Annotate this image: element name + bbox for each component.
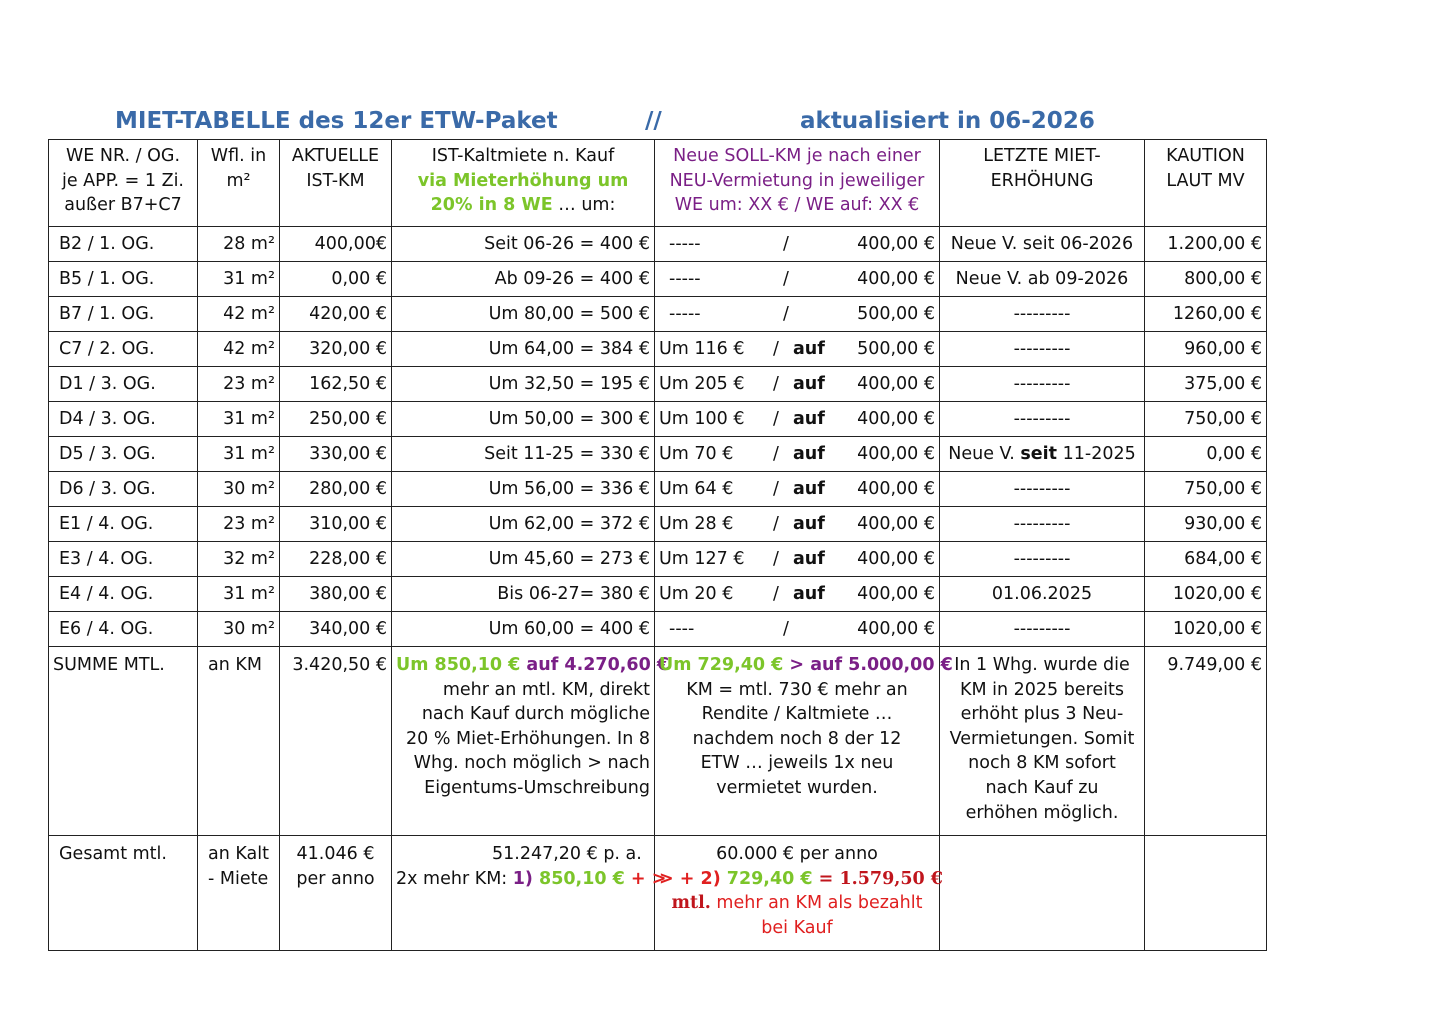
cell-letzte: --------- [940,367,1145,402]
gesamt-soll: 60.000 € per anno > + 2) 729,40 € = 1.579,50 € mtl. mehr an KM als bezahlt bei Kauf [655,836,940,951]
summe-kalt: Um 850,10 € auf 4.270,60 € mehr an mtl. KM, direkt nach Kauf durch mögliche 20 % Miet-Erhöhungen. In 8 Whg. noch möglich > nach Eigentums-Umschreibung [392,647,655,836]
cell-kalt: Um 64,00 = 384 € [392,332,655,367]
cell-kalt: Bis 06-27= 380 € [392,577,655,612]
soll-slash: / [773,443,779,464]
cell-ist: 0,00 € [280,262,392,297]
cell-wfl: 30 m² [198,612,280,647]
cell-soll [655,332,940,367]
cell-kaution: 930,00 € [1145,507,1267,542]
soll-slash: / [773,373,779,394]
summe-wfl: an KM [198,647,280,836]
soll-auf: auf [793,548,825,569]
cell-soll [655,507,940,542]
cell-we: D4 / 3. OG. [49,402,198,437]
cell-kaution: 960,00 € [1145,332,1267,367]
cell-soll [655,612,940,647]
cell-we: C7 / 2. OG. [49,332,198,367]
cell-wfl: 42 m² [198,332,280,367]
table-row [49,367,1267,402]
cell-kalt: Um 32,50 = 195 € [392,367,655,402]
cell-soll [655,402,940,437]
table-row [49,402,1267,437]
soll-value: 400,00 € [857,618,935,639]
cell-letzte: Neue V. seit 11-2025 [940,437,1145,472]
gesamt-letzte [940,836,1145,951]
cell-kaution: 750,00 € [1145,402,1267,437]
cell-letzte: --------- [940,297,1145,332]
soll-um: ---- [669,618,695,639]
soll-value: 400,00 € [857,513,935,534]
cell-wfl: 31 m² [198,402,280,437]
cell-we: D5 / 3. OG. [49,437,198,472]
cell-we: E3 / 4. OG. [49,542,198,577]
cell-wfl: 42 m² [198,297,280,332]
soll-slash: / [783,268,789,289]
soll-auf: auf [793,338,825,359]
header-ist: AKTUELLE IST-KM [280,140,392,227]
summe-kaution: 9.749,00 € [1145,647,1267,836]
soll-um: Um 20 € [659,583,734,604]
soll-auf: auf [793,478,825,499]
cell-we: D6 / 3. OG. [49,472,198,507]
table-row [49,507,1267,542]
summe-letzte: In 1 Whg. wurde die KM in 2025 bereits erhöht plus 3 Neu- Vermietungen. Somit noch 8 KM sofort nach Kauf zu erhöhen möglich. [940,647,1145,836]
soll-value: 400,00 € [857,373,935,394]
soll-um: ----- [669,303,701,324]
soll-value: 400,00 € [857,583,935,604]
cell-kaution: 1.200,00 € [1145,227,1267,262]
cell-kalt: Um 56,00 = 336 € [392,472,655,507]
cell-we: E4 / 4. OG. [49,577,198,612]
cell-soll [655,262,940,297]
title-right: aktualisiert in 06-2026 [800,108,1095,134]
cell-wfl: 31 m² [198,262,280,297]
soll-value: 500,00 € [857,303,935,324]
cell-wfl: 31 m² [198,577,280,612]
table-row [49,577,1267,612]
soll-auf: auf [793,443,825,464]
cell-ist: 250,00 € [280,402,392,437]
soll-value: 400,00 € [857,233,935,254]
cell-kaution: 1020,00 € [1145,577,1267,612]
table-row [49,542,1267,577]
soll-slash: / [783,618,789,639]
soll-auf: auf [793,513,825,534]
cell-ist: 330,00 € [280,437,392,472]
cell-kaution: 800,00 € [1145,262,1267,297]
cell-ist: 340,00 € [280,612,392,647]
cell-soll [655,227,940,262]
soll-value: 400,00 € [857,268,935,289]
cell-ist: 280,00 € [280,472,392,507]
header-row [49,140,1267,227]
soll-auf: auf [793,373,825,394]
cell-ist: 320,00 € [280,332,392,367]
header-kalt: IST-Kaltmiete n. Kauf via Mieterhöhung um 20% in 8 WE … um: [392,140,655,227]
soll-um: Um 116 € [659,338,745,359]
summe-row [49,647,1267,836]
cell-kalt: Um 60,00 = 400 € [392,612,655,647]
soll-slash: / [783,303,789,324]
cell-kalt: Um 62,00 = 372 € [392,507,655,542]
cell-we: B7 / 1. OG. [49,297,198,332]
cell-soll [655,437,940,472]
soll-value: 400,00 € [857,478,935,499]
header-soll: Neue SOLL-KM je nach einer NEU-Vermietung in jeweiliger WE um: XX € / WE auf: XX € [655,140,940,227]
cell-letzte: --------- [940,542,1145,577]
cell-we: B2 / 1. OG. [49,227,198,262]
cell-soll [655,472,940,507]
cell-wfl: 30 m² [198,472,280,507]
summe-label: SUMME MTL. [49,647,198,836]
table-row [49,262,1267,297]
cell-kaution: 1020,00 € [1145,612,1267,647]
cell-ist: 228,00 € [280,542,392,577]
cell-kalt: Um 50,00 = 300 € [392,402,655,437]
header-kaution: KAUTION LAUT MV [1145,140,1267,227]
cell-letzte: --------- [940,612,1145,647]
cell-soll [655,367,940,402]
header-letzte: LETZTE MIET- ERHÖHUNG [940,140,1145,227]
cell-ist: 162,50 € [280,367,392,402]
cell-kaution: 1260,00 € [1145,297,1267,332]
cell-wfl: 31 m² [198,437,280,472]
cell-soll [655,542,940,577]
cell-wfl: 23 m² [198,507,280,542]
cell-wfl: 28 m² [198,227,280,262]
gesamt-kaution [1145,836,1267,951]
title-left: MIET-TABELLE des 12er ETW-Paket [115,108,558,134]
gesamt-label: Gesamt mtl. [49,836,198,951]
soll-um: Um 205 € [659,373,745,394]
soll-um: Um 28 € [659,513,734,534]
cell-we: B5 / 1. OG. [49,262,198,297]
gesamt-row [49,836,1267,951]
gesamt-kalt: 51.247,20 € p. a. 2x mehr KM: 1) 850,10 € + > [392,836,655,951]
table-row [49,227,1267,262]
soll-slash: / [773,548,779,569]
table-row [49,437,1267,472]
cell-soll [655,297,940,332]
soll-slash: / [773,478,779,499]
cell-ist: 310,00 € [280,507,392,542]
soll-auf: auf [793,408,825,429]
soll-um: Um 100 € [659,408,745,429]
table-row [49,472,1267,507]
table-row [49,332,1267,367]
cell-ist: 420,00 € [280,297,392,332]
rent-table [48,139,1267,951]
cell-kalt: Seit 06-26 = 400 € [392,227,655,262]
table-row [49,612,1267,647]
gesamt-wfl: an Kalt - Miete [198,836,280,951]
header-we: WE NR. / OG. je APP. = 1 Zi. außer B7+C7 [49,140,198,227]
title-separator: // [645,108,662,134]
soll-slash: / [773,583,779,604]
cell-letzte: --------- [940,507,1145,542]
summe-soll: Um 729,40 € > auf 5.000,00 € KM = mtl. 730 € mehr an Rendite / Kaltmiete … nachdem noch 8 der 12 ETW … jeweils 1x neu vermietet wurden. [655,647,940,836]
soll-value: 400,00 € [857,408,935,429]
cell-letzte: 01.06.2025 [940,577,1145,612]
cell-letzte: --------- [940,332,1145,367]
cell-letzte: Neue V. ab 09-2026 [940,262,1145,297]
soll-um: ----- [669,233,701,254]
cell-kaution: 0,00 € [1145,437,1267,472]
soll-value: 400,00 € [857,443,935,464]
cell-soll [655,577,940,612]
cell-kalt: Um 45,60 = 273 € [392,542,655,577]
cell-ist: 380,00 € [280,577,392,612]
page-title [115,108,1115,138]
cell-we: E1 / 4. OG. [49,507,198,542]
cell-letzte: --------- [940,402,1145,437]
soll-um: Um 127 € [659,548,745,569]
summe-ist: 3.420,50 € [280,647,392,836]
cell-kaution: 375,00 € [1145,367,1267,402]
soll-slash: / [773,513,779,534]
soll-um: Um 70 € [659,443,734,464]
cell-kaution: 750,00 € [1145,472,1267,507]
header-wfl: Wfl. in m² [198,140,280,227]
table-row [49,297,1267,332]
cell-letzte: Neue V. seit 06-2026 [940,227,1145,262]
cell-we: E6 / 4. OG. [49,612,198,647]
cell-kalt: Um 80,00 = 500 € [392,297,655,332]
soll-slash: / [773,408,779,429]
soll-value: 500,00 € [857,338,935,359]
cell-kaution: 684,00 € [1145,542,1267,577]
cell-wfl: 23 m² [198,367,280,402]
gesamt-ist: 41.046 € per anno [280,836,392,951]
cell-kalt: Ab 09-26 = 400 € [392,262,655,297]
soll-um: ----- [669,268,701,289]
cell-we: D1 / 3. OG. [49,367,198,402]
soll-slash: / [783,233,789,254]
cell-letzte: --------- [940,472,1145,507]
soll-value: 400,00 € [857,548,935,569]
soll-slash: / [773,338,779,359]
soll-auf: auf [793,583,825,604]
cell-kalt: Seit 11-25 = 330 € [392,437,655,472]
soll-um: Um 64 € [659,478,734,499]
cell-wfl: 32 m² [198,542,280,577]
cell-ist: 400,00€ [280,227,392,262]
